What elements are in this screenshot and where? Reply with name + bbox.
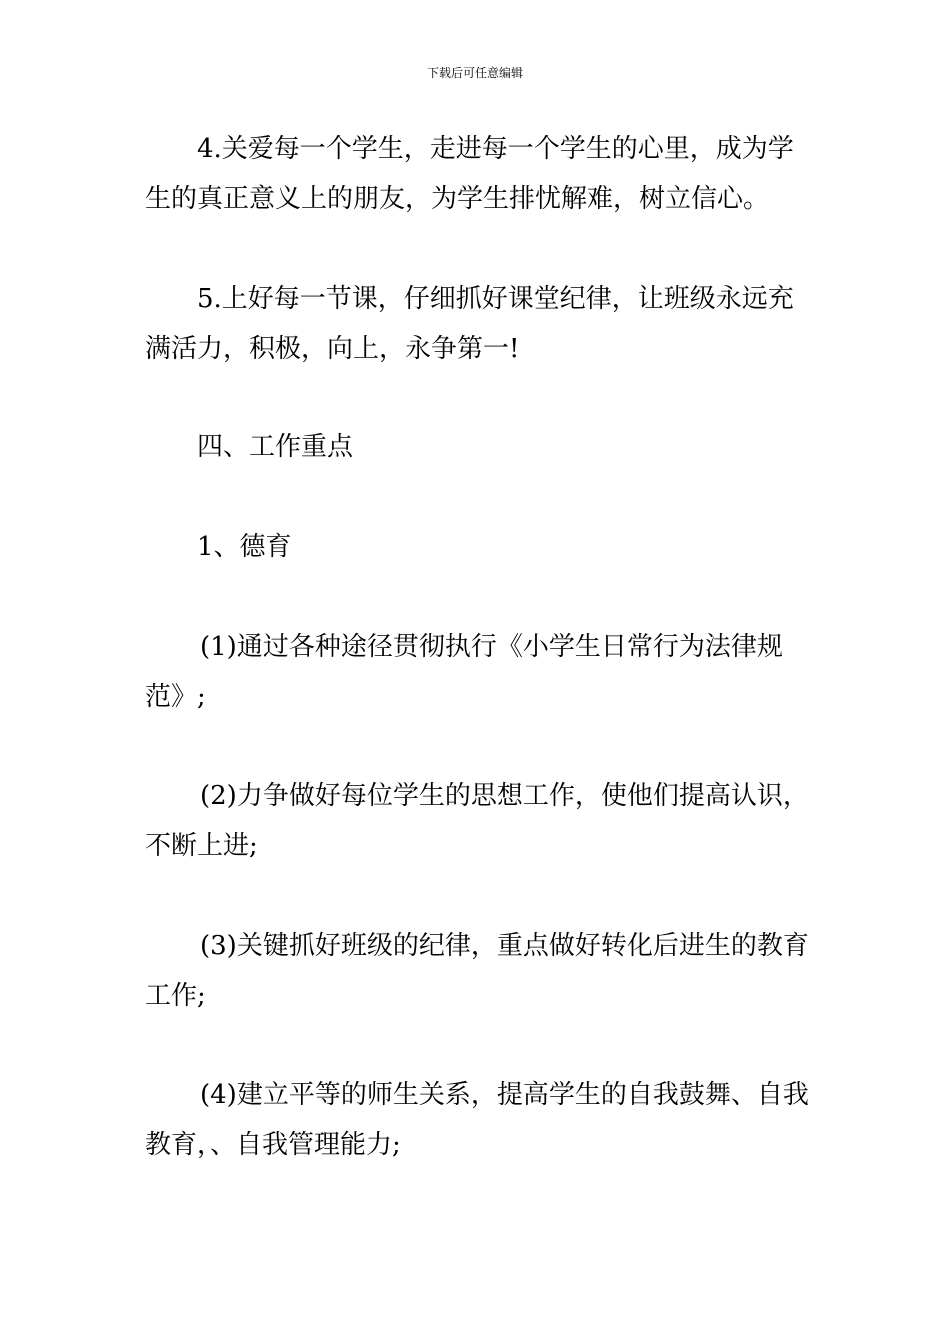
paragraph-line: 工作; [145,981,206,1011]
paragraph-line: (3)关键抓好班级的纪律，重点做好转化后进生的教育 [200,931,809,961]
section-heading-text: 四、工作重点 [197,432,354,462]
paragraph-line: 范》; [145,682,206,712]
paragraph-4 [145,124,810,224]
paragraph-line: 4.关爱每一个学生，走进每一个学生的心里，成为学 [197,134,794,164]
section-heading-work-focus [145,422,810,472]
list-item-4 [145,1070,810,1170]
paragraph-line: 教育，、自我管理能力; [145,1130,401,1160]
paragraph-line: 生的真正意义上的朋友，为学生排忧解难，树立信心。 [145,184,770,214]
paragraph-line: (4)建立平等的师生关系，提高学生的自我鼓舞、自我 [200,1080,809,1110]
paragraph-line: 5.上好每一节课，仔细抓好课堂纪律，让班级永远充 [197,284,794,314]
paragraph-line: 不断上进; [145,831,258,861]
subsection-heading-moral-education [145,522,810,572]
list-item-3 [145,921,810,1021]
list-item-2 [145,771,810,871]
page-header: 下载后可任意编辑 [426,66,523,80]
paragraph-5 [145,274,810,374]
paragraph-line: (1)通过各种途径贯彻执行《小学生日常行为法律规 [200,632,783,662]
paragraph-line: 满活力，积极，向上，永争第一! [145,334,520,364]
paragraph-line: (2)力争做好每位学生的思想工作，使他们提高认识， [200,781,809,811]
list-item-1 [145,622,810,722]
subsection-heading-text: 1、德育 [197,532,292,562]
